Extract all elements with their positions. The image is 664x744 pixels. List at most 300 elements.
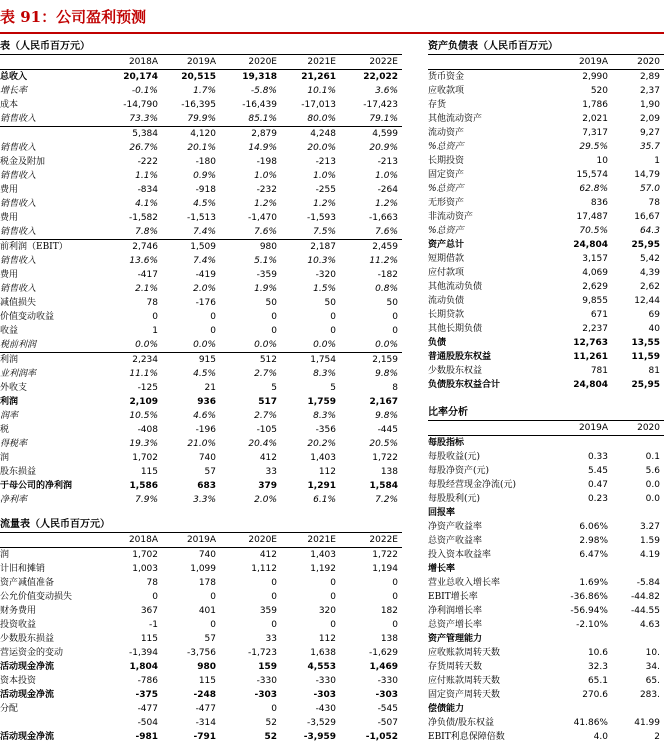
table-row (0, 197, 402, 211)
cell-value: 270.6 (582, 690, 608, 700)
row-label: 短期借款 (428, 254, 465, 264)
year-header: 2022E (340, 55, 402, 70)
cell-value: 1,584 (369, 481, 398, 491)
year-header: 2018A (112, 55, 162, 70)
row-label: 资产管理能力 (428, 634, 483, 644)
cell-value: 1.2% (313, 199, 336, 209)
cell-value: 1.0% (254, 171, 277, 181)
row-label: 每股经营现金净流(元) (428, 480, 517, 490)
row-label: 销售收入 (0, 225, 112, 240)
table-row (428, 618, 664, 632)
cell-value: 367 (140, 606, 158, 616)
cell-value: 21,261 (301, 72, 336, 82)
cell-value: 412 (259, 453, 277, 463)
row-label (0, 716, 112, 730)
cell-value: 1.59 (639, 536, 660, 546)
cell-value: 5,384 (132, 129, 158, 139)
cell-value: 9.8% (375, 369, 398, 379)
row-label (0, 127, 112, 142)
cell-value (612, 436, 664, 451)
cell-value: 85.1% (220, 112, 281, 127)
table-row (428, 224, 664, 238)
table-row (428, 590, 664, 604)
cell-value: 57 (204, 634, 216, 644)
cell-value: 115 (140, 634, 158, 644)
year-header: 2021E (281, 533, 340, 548)
table-row (428, 98, 664, 112)
table-row (0, 127, 402, 142)
cell-value: 25,95 (631, 240, 660, 250)
cell-value: 40 (648, 324, 660, 334)
cell-value: 62.8% (579, 184, 608, 194)
table-row (428, 604, 664, 618)
cell-value: -303 (375, 690, 398, 700)
cell-value: 5.1% (254, 256, 277, 266)
row-label: 应收账款周转天数 (428, 648, 501, 658)
row-label: 销售收入 (0, 171, 37, 181)
cell-value: 980 (259, 242, 277, 252)
cell-value: -17,013 (301, 100, 336, 110)
cell-value: 0 (392, 326, 398, 336)
cell-value: -3,959 (303, 732, 336, 742)
row-label: 费用 (0, 185, 19, 195)
cell-value (612, 506, 664, 520)
year-header: 2019A (556, 421, 612, 436)
table-row (428, 716, 664, 730)
cell-value: -1,582 (128, 213, 158, 223)
cell-value: 0 (271, 326, 277, 336)
row-label: 长期投资 (428, 156, 465, 166)
table-row (428, 112, 664, 126)
row-label: 每股净资产(元) (428, 466, 490, 476)
cell-value: -17,423 (363, 100, 398, 110)
cell-value: 0.33 (587, 452, 608, 462)
cell-value: 159 (258, 662, 277, 672)
row-label: 利润 (0, 397, 19, 407)
table-row (428, 464, 664, 478)
cell-value: 50 (386, 298, 398, 308)
table-row (428, 520, 664, 534)
row-label: 利润 (0, 355, 19, 365)
cell-value: 0.0% (162, 338, 220, 353)
cell-value: 2,109 (129, 397, 158, 407)
cell-value (556, 562, 612, 576)
cell-value: 112 (318, 634, 336, 644)
cell-value (612, 562, 664, 576)
ratio-table (428, 421, 664, 744)
row-label: 活动现金净流 (0, 732, 55, 742)
row-label: 长期贷款 (428, 310, 465, 320)
cell-value: 2,09 (639, 114, 660, 124)
cell-value: 178 (198, 578, 216, 588)
cell-value: 915 (198, 355, 216, 365)
row-label: 股东损益 (0, 467, 37, 477)
cashflow-statement (0, 518, 402, 744)
cell-value: 1,722 (372, 550, 398, 560)
cell-value: 1,403 (310, 550, 336, 560)
cell-value: 1,194 (372, 564, 398, 574)
cell-value: 1,754 (310, 355, 336, 365)
cell-value: 0 (271, 620, 277, 630)
cell-value: 7.6% (220, 225, 281, 240)
cell-value (612, 702, 664, 716)
row-label: %总资产 (428, 184, 464, 194)
cell-value: -1,394 (128, 648, 158, 658)
cell-value: 24,804 (573, 240, 608, 250)
cell-value: 4.1% (135, 199, 158, 209)
cell-value: 34. (645, 662, 660, 672)
page-title: 表 91：公司盈利预测 (0, 8, 147, 26)
table-row (0, 688, 402, 702)
table-row (428, 70, 664, 85)
cell-value: 4.0 (593, 732, 608, 742)
cell-value: 2,237 (582, 324, 608, 334)
row-label: 其他流动负债 (428, 282, 483, 292)
cell-value: 13.6% (129, 256, 158, 266)
cell-value: 33 (265, 634, 277, 644)
cell-value: 4.19 (639, 550, 660, 560)
cell-value: 1,586 (129, 481, 158, 491)
table-row (0, 479, 402, 493)
cell-value: 0.0% (220, 338, 281, 353)
cell-value: 1.5% (313, 284, 336, 294)
cell-value: 1,403 (310, 453, 336, 463)
cashflow-statement-title: 流量表（人民币百万元） (0, 519, 110, 530)
cell-value: 0 (271, 704, 277, 714)
cell-value: 1.9% (254, 284, 277, 294)
row-label: 增长率 (0, 86, 28, 96)
cell-value: 78 (146, 578, 158, 588)
cell-value: -303 (254, 690, 277, 700)
cell-value: 5 (271, 383, 277, 393)
cell-value: 10 (596, 156, 608, 166)
ratio-analysis (428, 406, 664, 744)
cell-value: 0 (152, 592, 158, 602)
cell-value: -248 (193, 690, 216, 700)
cell-value: 671 (590, 310, 608, 320)
row-label: 流动负债 (428, 296, 465, 306)
cell-value: 7.2% (340, 493, 402, 506)
row-label: 总资产增长率 (428, 620, 483, 630)
cell-value: 14,79 (634, 170, 660, 180)
cell-value: 0 (330, 312, 336, 322)
income-statement-title: 表（人民币百万元） (0, 41, 90, 52)
cell-value: 14.9% (248, 143, 277, 153)
row-label: 分配 (0, 704, 19, 714)
row-label: 净负债/股东权益 (428, 718, 495, 728)
cell-value: 2,187 (310, 242, 336, 252)
cell-value: 0 (392, 592, 398, 602)
cell-value: 0 (330, 578, 336, 588)
cell-value: 5.45 (587, 466, 608, 476)
cell-value: 70.5% (579, 226, 608, 236)
cell-value: 182 (380, 606, 398, 616)
table-row (0, 155, 402, 169)
year-header: 2022E (340, 533, 402, 548)
row-label: 外收支 (0, 383, 28, 393)
cell-value: -36.86% (570, 592, 608, 602)
cell-value: 2,879 (251, 129, 277, 139)
cell-value: 29.5% (579, 142, 608, 152)
cell-value: 0.0% (281, 338, 340, 353)
cell-value: -0.1% (131, 86, 158, 96)
cell-value: -375 (135, 690, 158, 700)
cell-value: 10.5% (129, 411, 158, 421)
cell-value: 7,317 (582, 128, 608, 138)
table-row (428, 660, 664, 674)
cell-value: 2,167 (369, 397, 398, 407)
cell-value: 1.2% (254, 199, 277, 209)
row-label: 每股收益(元) (428, 452, 481, 462)
cell-value: -330 (256, 676, 277, 686)
table-row (428, 308, 664, 322)
row-label: 于母公司的净利润 (0, 481, 73, 491)
table-row (0, 618, 402, 632)
cell-value: 0 (271, 578, 277, 588)
row-label: 投资收益 (0, 620, 37, 630)
cell-value: -545 (377, 704, 398, 714)
cell-value: 3.27 (639, 522, 660, 532)
table-row (0, 702, 402, 716)
table-row (428, 378, 664, 392)
cell-value: 7.4% (193, 256, 216, 266)
row-label: EBIT利息保障倍数 (428, 732, 505, 742)
cell-value: 32.3 (587, 662, 608, 672)
year-header: 2019A (556, 55, 612, 70)
cell-value: -105 (256, 425, 277, 435)
row-label: 价值变动收益 (0, 312, 55, 322)
cell-value: -1,629 (368, 648, 398, 658)
year-header: 2020E (220, 533, 281, 548)
table-row (0, 465, 402, 479)
cell-value: 9,855 (582, 296, 608, 306)
table-row (0, 282, 402, 296)
cell-value: -213 (377, 157, 398, 167)
table-row (428, 674, 664, 688)
cell-value: 0.9% (193, 171, 216, 181)
row-label: 营运资金的变动 (0, 648, 64, 658)
table-row (0, 367, 402, 381)
cell-value: 6.06% (579, 522, 608, 532)
cell-value: -504 (137, 718, 158, 728)
cell-value: 1,469 (369, 662, 398, 672)
row-label: EBIT增长率 (428, 592, 478, 602)
cell-value: -198 (256, 157, 277, 167)
cell-value: 65. (645, 676, 660, 686)
cell-value: 1.69% (579, 578, 608, 588)
cell-value: 683 (197, 481, 216, 491)
cell-value: 412 (259, 550, 277, 560)
cell-value: 1,702 (132, 453, 158, 463)
cell-value: 1.0% (375, 171, 398, 181)
cell-value: 2,89 (639, 72, 660, 82)
cell-value: 5 (330, 383, 336, 393)
row-label: 普通股股东权益 (428, 352, 492, 362)
row-label: 费用 (0, 270, 19, 280)
cell-value: 4,39 (639, 268, 660, 278)
header-blank (428, 55, 556, 70)
cell-value (556, 702, 612, 716)
cell-value: 2,021 (582, 114, 608, 124)
table-row (428, 576, 664, 590)
year-header: 2020 (612, 421, 664, 436)
table-row (0, 674, 402, 688)
income-statement (0, 40, 402, 506)
cell-value: 79.1% (340, 112, 402, 127)
cell-value: 4.63 (639, 620, 660, 630)
cell-value: 0 (330, 620, 336, 630)
row-label: 财务费用 (0, 606, 37, 616)
cell-value: -232 (256, 185, 277, 195)
table-row (0, 590, 402, 604)
table-row (428, 492, 664, 506)
cell-value: 520 (590, 86, 608, 96)
header-blank (0, 533, 112, 548)
row-label: 销售收入 (0, 143, 37, 153)
table-row (0, 493, 402, 506)
row-label: 其他长期负债 (428, 324, 483, 334)
cell-value: 20.4% (248, 439, 277, 449)
table-row (428, 280, 664, 294)
cell-value: 401 (198, 606, 216, 616)
cell-value: -14,790 (123, 100, 158, 110)
row-label: 存货 (428, 100, 447, 110)
cell-value: -1,723 (247, 648, 277, 658)
cell-value: 64.3 (639, 226, 660, 236)
cell-value: 78 (146, 298, 158, 308)
table-row (0, 451, 402, 465)
cell-value: 4,248 (310, 129, 336, 139)
row-label: 增长率 (428, 564, 456, 574)
table-row (0, 225, 402, 240)
year-header: 2019A (162, 533, 220, 548)
cell-value: 50 (324, 298, 336, 308)
cell-value: -176 (195, 298, 216, 308)
cell-value: 517 (258, 397, 277, 407)
cell-value: -1,470 (247, 213, 277, 223)
table-row (0, 211, 402, 225)
table-row (428, 534, 664, 548)
cell-value: 50 (265, 298, 277, 308)
row-label: 税 (0, 425, 10, 435)
table-row (428, 646, 664, 660)
cell-value: 2 (654, 732, 660, 742)
table-row (0, 254, 402, 268)
cell-value: 80.0% (281, 112, 340, 127)
cell-value: 35.7 (639, 142, 660, 152)
cell-value: 2.0% (220, 493, 281, 506)
cell-value: 0.0% (340, 338, 402, 353)
header-blank (428, 421, 556, 436)
row-label: 前利润（EBIT） (0, 242, 68, 252)
table-row (0, 548, 402, 563)
cell-value: -1 (149, 620, 158, 630)
ratio-analysis-title: 比率分析 (428, 407, 468, 418)
cell-value: 359 (259, 606, 277, 616)
cell-value: 9.8% (375, 411, 398, 421)
cell-value: 4,553 (307, 662, 336, 672)
table-row (428, 126, 664, 140)
cell-value: -1,593 (306, 213, 336, 223)
cell-value: 1,192 (310, 564, 336, 574)
cell-value: -507 (377, 718, 398, 728)
cell-value: -44.55 (630, 606, 660, 616)
cell-value: 8.3% (313, 369, 336, 379)
cell-value: 7.6% (340, 225, 402, 240)
cell-value: 1,786 (582, 100, 608, 110)
cell-value: -196 (195, 425, 216, 435)
cell-value: 1.2% (375, 199, 398, 209)
table-row (428, 238, 664, 252)
cell-value: -445 (377, 425, 398, 435)
cell-value: 1 (152, 326, 158, 336)
cell-value: 52 (264, 732, 277, 742)
balance-table (428, 55, 664, 392)
table-row (0, 604, 402, 618)
row-label: 销售收入 (0, 256, 37, 266)
table-row (0, 338, 402, 353)
row-label: 总资产收益率 (428, 536, 483, 546)
cell-value: -834 (137, 185, 158, 195)
cell-value: -419 (195, 270, 216, 280)
row-label: 润 (0, 453, 10, 463)
cell-value: -791 (193, 732, 216, 742)
table-row (0, 632, 402, 646)
row-label: 活动现金净流 (0, 662, 55, 672)
cell-value: 3.3% (162, 493, 220, 506)
row-label: 负债股东权益合计 (428, 380, 501, 390)
cell-value: 4.5% (193, 199, 216, 209)
table-row (0, 716, 402, 730)
cell-value: -16,395 (181, 100, 216, 110)
cell-value: 26.7% (129, 143, 158, 153)
cell-value: 0.47 (587, 480, 608, 490)
year-header: 2018A (112, 533, 162, 548)
row-label: 营业总收入增长率 (428, 578, 501, 588)
cell-value: 10.1% (307, 86, 336, 96)
table-row (0, 84, 402, 98)
table-row (428, 702, 664, 716)
row-label: 固定资产周转天数 (428, 690, 501, 700)
table-row (0, 660, 402, 674)
cell-value: 2,37 (639, 86, 660, 96)
cell-value: 0 (210, 312, 216, 322)
header-blank (0, 55, 112, 70)
cell-value: 2,459 (372, 242, 398, 252)
cell-value: 4.6% (193, 411, 216, 421)
cell-value: 2.7% (254, 411, 277, 421)
cell-value: 1 (654, 156, 660, 166)
row-label: 减值损失 (0, 298, 37, 308)
table-row (0, 98, 402, 112)
cell-value: 1,112 (251, 564, 277, 574)
cell-value: 0 (330, 592, 336, 602)
table-row (428, 548, 664, 562)
cell-value: -477 (195, 704, 216, 714)
table-row (428, 350, 664, 364)
table-row (428, 730, 664, 744)
table-row (428, 84, 664, 98)
table-row (428, 294, 664, 308)
table-row (0, 576, 402, 590)
row-label: 投入资本收益率 (428, 550, 492, 560)
cell-value: 20.9% (369, 143, 398, 153)
row-label: 资本投资 (0, 676, 37, 686)
row-label: 润率 (0, 411, 19, 421)
table-row (0, 409, 402, 423)
cell-value: 5,42 (639, 254, 660, 264)
row-label: 活动现金净流 (0, 690, 55, 700)
